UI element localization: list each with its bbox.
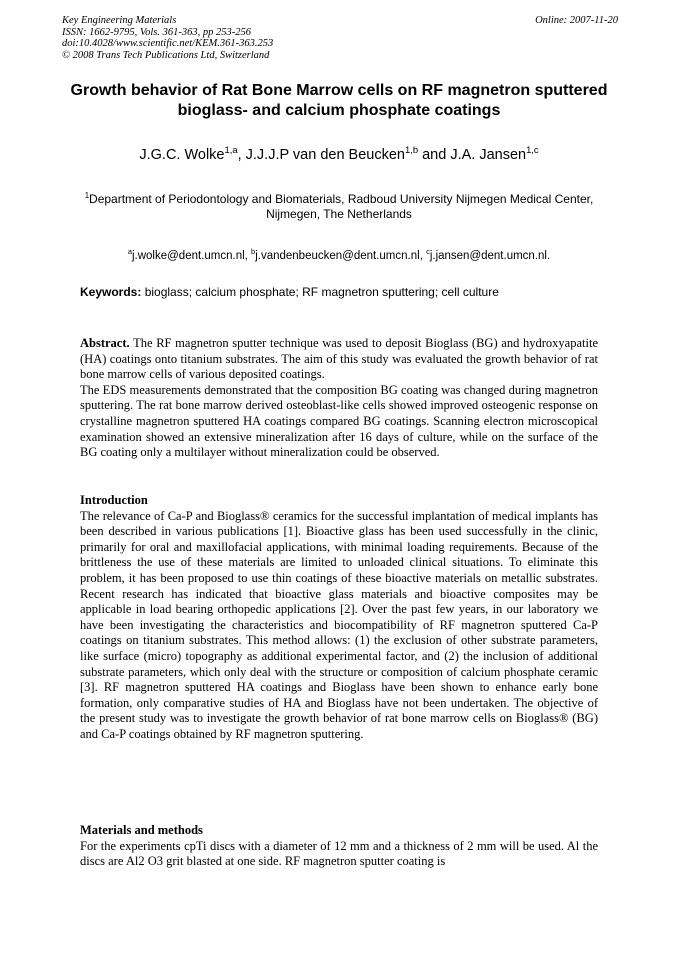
abstract-label: Abstract. [80,336,130,350]
email-mark: b [251,247,256,257]
introduction-text: The relevance of Ca-P and Bioglass® ceramics for the successful implantation of medical implants has been described in various publications [1]. Bioactive glass has been used successfully in the clinic, primarily for oral and maxillofacial applications, with minimal loading requirements. Because of the brittleness the use of these materials are limited to unloaded clinical situations. To eliminate this problem, it has been proposed to use thin coatings of these bioactive materials on metallic substrates. Recent research has indicated that bioactive glass materials and bioactive composites may be applicable in load bearing orthopedic applications [2]. Over the past few years, in our laboratory we have been investigating the characteristics and biocompatibility of RF magnetron sputtered Ca-P coatings on titanium substrates. This method allows: (1) the exclusion of other substrate parameters, like surface (micro) topography as additional experimental factor, and (2) the inclusion of additional substrate parameters, which only deal with the structure or composition of calcium phosphate ceramic [3]. RF magnetron sputtered HA coatings and Bioglass have been shown to enhance early bone formation, only comparative studies of HA and Bioglass have not been undertaken. The objective of the present study was to investigate the growth behavior of rat bone marrow cells on Bioglass® (BG) and Ca-P coatings obtained by RF magnetron sputtering. [80,508,598,741]
section-heading: Materials and methods [80,823,203,837]
email-mark: a [127,247,132,257]
methods-text: For the experiments cpTi discs with a diameter of 12 mm and a thickness of 2 mm will be used. Al the discs are Al2 O3 grit blasted at one side. RF magnetron sputter coating is [80,838,598,869]
author-separator: and [418,147,451,163]
email-address[interactable]: j.wolke@dent.umcn.nl [131,250,245,262]
author-separator: , [237,147,246,163]
methods-section [80,823,598,870]
abstract-text: The RF magnetron sputter technique was used to deposit Bioglass (BG) and hydroxyapatite (HA) coatings onto titanium substrates. The aim of this study was evaluated the growth behavior of rat bone marrow cells of various deposited coatings. [80,336,598,382]
affiliation-text: Department of Periodontology and Biomaterials, Radboud University Nijmegen Medical Center, Nijmegen, The Netherlands [89,192,594,221]
author-affiliation-mark: 1,c [526,144,539,156]
email-separator: , [419,250,427,262]
abstract-paragraph: The EDS measurements demonstrated that the composition BG coating was changed during magnetron sputtering. The rat bone marrow derived osteoblast-like cells showed improved osteogenic response on crystalline magnetron sputtered HA coatings compared BG coatings. Scanning electron microscopical examination showed an extensive mineralization after 16 days of culture, while on the surface of the BG coating only a multilayer without mineralization could be observed. [80,382,598,460]
author-affiliation-mark: 1,a [224,144,238,156]
journal-issn: ISSN: 1662-9795, Vols. 361-363, pp 253-256 [62,26,251,38]
journal-name: Key Engineering Materials [62,15,177,26]
keywords-text: bioglass; calcium phosphate; RF magnetron sputtering; cell culture [141,285,499,299]
journal-copyright: © 2008 Trans Tech Publications Ltd, Switzerland [62,49,270,61]
author-affiliation-mark: 1,b [404,144,419,156]
abstract-paragraph [80,336,598,383]
author-name: J.G.C. Wolke [139,147,225,163]
paper-title: Growth behavior of Rat Bone Marrow cells on RF magnetron sputtered bioglass- and calcium phosphate coatings [70,82,608,119]
email-mark: c [426,247,430,257]
keywords-label: Keywords: [80,285,142,299]
email-address[interactable]: j.vandenbeucken@dent.umcn.nl [255,250,420,262]
online-date: Online: 2007-11-20 [535,15,618,26]
email-separator: , [244,250,252,262]
email-list [60,249,618,263]
section-heading: Introduction [80,493,148,507]
affiliation [80,192,598,222]
abstract-section [80,336,598,461]
affiliation-mark: 1 [84,191,90,200]
author-name: J.J.J.P van den Beucken [245,147,405,163]
author-name: J.A. Jansen [450,147,527,163]
introduction-section [80,493,598,743]
email-address[interactable]: j.jansen@dent.umcn.nl. [429,250,551,262]
keywords [80,285,600,300]
journal-header [62,15,618,61]
author-list [60,146,618,164]
journal-doi: doi:10.4028/www.scientific.net/KEM.361-363.253 [62,38,274,49]
